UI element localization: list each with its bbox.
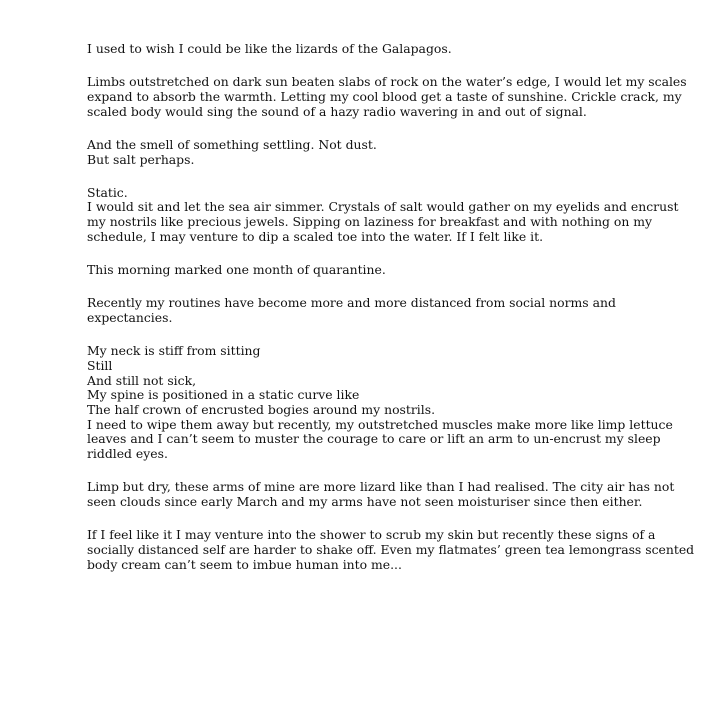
text-line: I need to wipe them away but recently, my outstretched muscles make more like limp lettuce: [87, 416, 673, 432]
text-line: body cream can’t seem to imbue human into me...: [87, 556, 402, 572]
text-line: seen clouds since early March and my arms have not seen moisturiser since then either.: [87, 493, 643, 509]
text-line: And the smell of something settling. Not dust.: [87, 136, 377, 152]
paragraph-9: [87, 527, 695, 572]
text-line: socially distanced self are harder to shake off. Even my flatmates’ green tea lemongrass scented: [87, 541, 695, 557]
paragraph-1: [87, 42, 647, 57]
text-line: expand to absorb the warmth. Letting my cool blood get a taste of sunshine. Crickle crack, my: [87, 88, 682, 104]
text-line: my nostrils like precious jewels. Sipping on laziness for breakfast and with nothing on my: [87, 214, 653, 230]
text-line: expectancies.: [87, 309, 173, 325]
text-line: The half crown of encrusted bogies around my nostrils.: [87, 401, 436, 417]
paragraph-7: [87, 343, 673, 462]
document-body: [87, 41, 695, 572]
text-line: Still: [87, 357, 113, 373]
text-line: And still not sick,: [87, 372, 197, 388]
text-line: schedule, I may venture to dip a scaled toe into the water. If I felt like it.: [87, 228, 544, 244]
paragraph-4: [87, 184, 679, 245]
text-line: Limp but dry, these arms of mine are more lizard like than I had realised. The city air has not: [87, 479, 675, 495]
paragraph-2: [87, 74, 687, 119]
text-line: My spine is positioned in a static curve like: [87, 387, 360, 403]
text-line: I used to wish I could be like the lizards of the Galapagos.: [87, 41, 452, 56]
text-line: Limbs outstretched on dark sun beaten slabs of rock on the water’s edge, I would let my scales: [87, 74, 687, 90]
text-line: I would sit and let the sea air simmer. Crystals of salt would gather on my eyelids and encrust: [87, 199, 679, 215]
text-line: My neck is stiff from sitting: [87, 343, 261, 359]
text-line: But salt perhaps.: [87, 151, 195, 167]
text-line: scaled body would sing the sound of a hazy radio wavering in and out of signal.: [87, 103, 587, 119]
text-line: riddled eyes.: [87, 446, 168, 462]
paragraph-3: [87, 138, 647, 167]
paragraph-8: [87, 479, 675, 509]
paragraph-6: [87, 296, 647, 325]
text-line: Recently my routines have become more and more distanced from social norms and: [87, 295, 616, 311]
text-line: If I feel like it I may venture into the shower to scrub my skin but recently these signs of a: [87, 527, 656, 543]
paragraph-5: [87, 263, 647, 278]
text-line: This morning marked one month of quarantine.: [87, 262, 386, 278]
text-line: leaves and I can’t seem to muster the courage to care or lift an arm to un-encrust my sleep: [87, 431, 661, 447]
text-line: Static.: [87, 184, 128, 200]
